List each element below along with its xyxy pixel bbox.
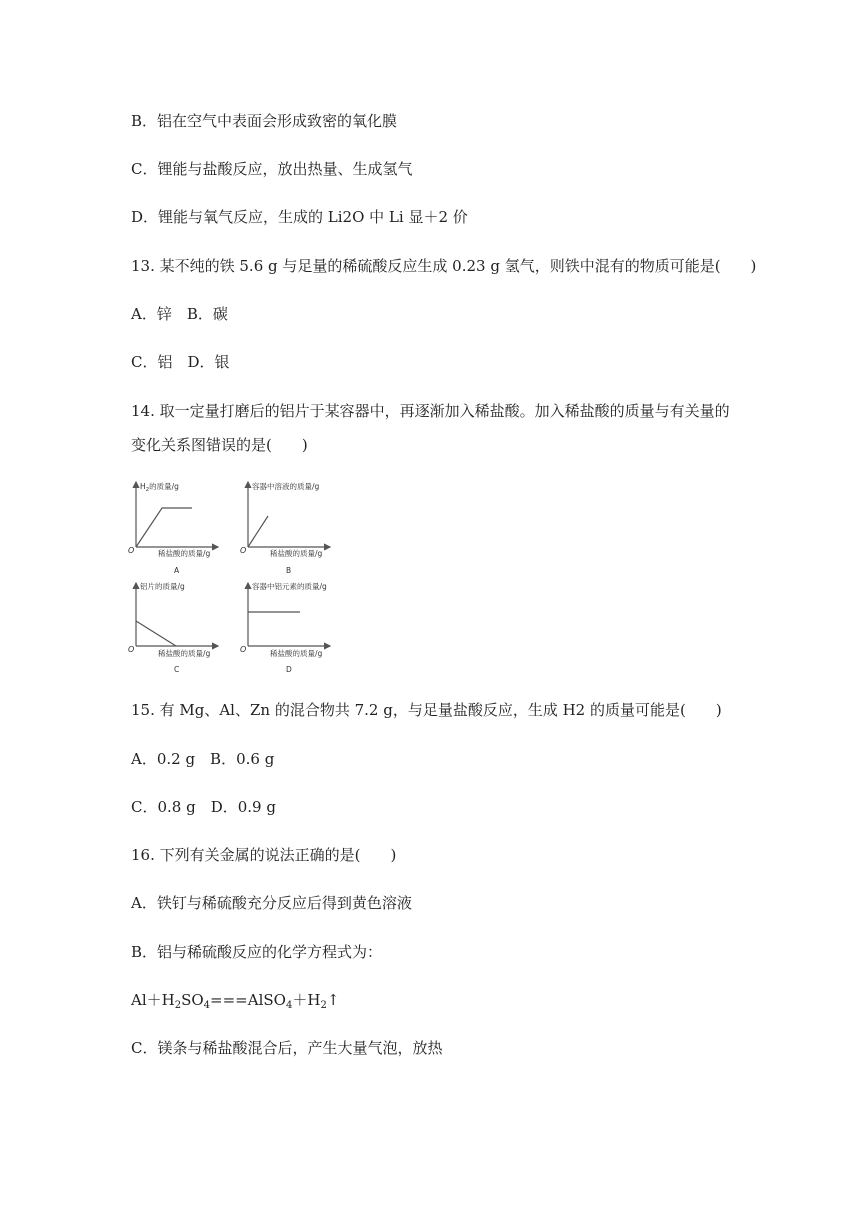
graph-a-origin: O — [128, 546, 135, 555]
option-16-a: A．铁钉与稀硫酸充分反应后得到黄色溶液 — [131, 894, 412, 912]
chemical-equation: $Al+H_2SO_4===AlSO_4+H_2↑$ — [131, 991, 340, 1011]
graph-a-curve — [136, 508, 192, 547]
question-15: 15. 有 Mg、Al、Zn 的混合物共 7.2 g，与足量盐酸反应，生成 H2 的质量可能是( ) — [131, 701, 722, 719]
options-15-ab: A．0.2 g B．0.6 g — [131, 750, 275, 768]
question-14-line-1: 14. 取一定量打磨后的铝片于某容器中，再逐渐加入稀盐酸。加入稀盐酸的质量与有关量的 — [131, 402, 730, 420]
options-15-cd: C．0.8 g D．0.9 g — [131, 798, 276, 816]
question-16: 16. 下列有关金属的说法正确的是( ) — [131, 846, 397, 864]
graph-b-x-label: 稀盐酸的质量/g — [270, 549, 323, 558]
options-13-cd: C．铝 D．银 — [131, 353, 230, 371]
graph-b-letter: B — [286, 566, 292, 575]
graph-a-y-label: $H_2$的质量/g — [140, 482, 179, 493]
graph-b-origin: O — [240, 546, 247, 555]
graph-a-letter: A — [174, 566, 180, 575]
graph-c-origin: O — [128, 645, 135, 654]
option-16-c: C．镁条与稀盐酸混合后，产生大量气泡，放热 — [131, 1039, 443, 1057]
graph-b-y-label: 容器中溶液的质量/g — [252, 482, 320, 491]
graph-a — [128, 481, 218, 575]
question-14-figure — [118, 472, 358, 677]
graph-a-x-label: 稀盐酸的质量/g — [158, 549, 211, 558]
option-16-b: B．铝与稀硫酸反应的化学方程式为： — [131, 943, 383, 961]
graph-b — [240, 481, 330, 575]
graphs-svg — [118, 472, 358, 677]
question-14-line-2: 变化关系图错误的是( ) — [131, 436, 308, 454]
graph-c-letter: C — [174, 665, 180, 674]
option-12-c: C．锂能与盐酸反应，放出热量、生成氢气 — [131, 160, 413, 178]
graph-c-y-label: 铝片的质量/g — [140, 582, 185, 591]
options-13-ab: A．锌 B．碳 — [131, 305, 228, 323]
graph-d-origin: O — [240, 645, 247, 654]
graph-b-curve — [248, 516, 268, 547]
graph-c-curve — [136, 621, 176, 646]
graph-d-y-label: 容器中铝元素的质量/g — [252, 582, 327, 591]
graph-d-letter: D — [286, 665, 292, 674]
option-12-b: B．铝在空气中表面会形成致密的氧化膜 — [131, 112, 398, 130]
graph-d — [240, 581, 330, 674]
graph-d-x-label: 稀盐酸的质量/g — [270, 649, 323, 658]
option-12-d: D．锂能与氧气反应，生成的 Li2O 中 Li 显＋2 价 — [131, 208, 468, 226]
question-13: 13. 某不纯的铁 5.6 g 与足量的稀硫酸反应生成 0.23 g 氢气，则铁中混有的物质可能是( ) — [131, 257, 757, 275]
graph-c-x-label: 稀盐酸的质量/g — [158, 649, 211, 658]
graph-c — [128, 581, 218, 674]
